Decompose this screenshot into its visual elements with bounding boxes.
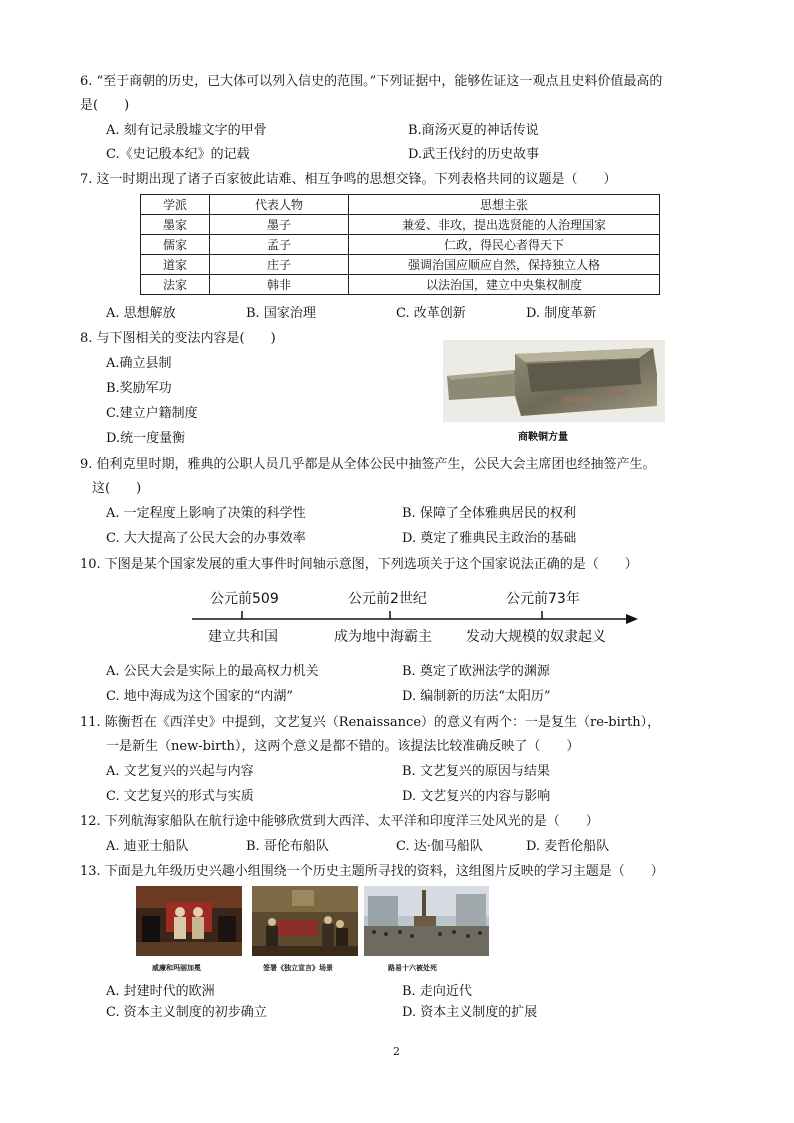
q10-stem: 10. 下图是某个国家发展的重大事件时间轴示意图，下列选项关于这个国家说法正确的是（ ）: [80, 557, 638, 572]
q6-option-d: D.武王伐纣的历史故事: [408, 147, 540, 162]
q13-stem: 13. 下面是九年级历史兴趣小组围绕一个历史主题所寻找的资料，这组图片反映的学习主题是（ ）: [80, 864, 664, 879]
page-number: 2: [393, 1045, 400, 1058]
q9-stem-line1: 9. 伯利克里时期，雅典的公职人员几乎都是从全体公民中抽签产生，公民大会主席团也经抽签产生。: [80, 457, 656, 472]
table-cell: 以法治国，建立中央集权制度: [349, 275, 660, 295]
q9-option-a: A. 一定程度上影响了决策的科学性: [106, 506, 306, 521]
shang-yang-bronze-measure-photo: [443, 340, 665, 422]
q8-option-d: D.统一度量衡: [106, 431, 186, 446]
q13-option-b: B. 走向近代: [402, 984, 472, 999]
timeline-date: 公元前2世纪: [348, 591, 427, 607]
timeline-event: 发动大规模的奴隶起义: [466, 629, 606, 645]
table-cell: 强调治国应顺应自然，保持独立人格: [349, 255, 660, 275]
timeline-date: 公元前509: [210, 591, 279, 607]
q11-option-a: A. 文艺复兴的兴起与内容: [106, 764, 254, 779]
execution-of-louis-xvi-painting: [364, 886, 489, 956]
q6-option-b: B.商汤灭夏的神话传说: [408, 123, 539, 138]
q11-stem-line1: 11. 陈衡哲在《西洋史》中提到，文艺复兴（Renaissance）的意义有两个：一是复生（re-birth），: [80, 715, 661, 730]
q8-option-c: C.建立户籍制度: [106, 406, 198, 421]
table-cell: 法家: [141, 275, 210, 295]
timeline-event: 建立共和国: [208, 629, 278, 645]
q7-option-d: D. 制度革新: [526, 306, 597, 321]
q13-option-c: C. 资本主义制度的初步确立: [106, 1005, 267, 1020]
q13-option-d: D. 资本主义制度的扩展: [402, 1005, 538, 1020]
table-row: [141, 275, 660, 295]
q7-option-c: C. 改革创新: [396, 306, 466, 321]
table-cell: 墨子: [210, 215, 349, 235]
table-header: 学派: [141, 195, 210, 215]
table-cell: 兼爱、非攻，提出选贤能的人治理国家: [349, 215, 660, 235]
q8-option-a: A.确立县制: [106, 356, 172, 371]
q10-option-d: D. 编制新的历法“太阳历”: [402, 689, 551, 704]
table-cell: 儒家: [141, 235, 210, 255]
timeline-date: 公元前73年: [506, 591, 580, 607]
image-caption: 路易十六被处死: [388, 963, 437, 972]
table-cell: 道家: [141, 255, 210, 275]
q11-option-b: B. 文艺复兴的原因与结果: [402, 764, 550, 779]
image-caption: 威廉和玛丽加冕: [152, 963, 201, 972]
table-cell: 墨家: [141, 215, 210, 235]
q8-stem: 8. 与下图相关的变法内容是( ): [80, 331, 276, 346]
q6-option-a: A. 刻有记录殷墟文字的甲骨: [106, 123, 267, 138]
q7-option-a: A. 思想解放: [106, 306, 176, 321]
schools-table: [140, 194, 660, 295]
q12-option-a: A. 迪亚士船队: [106, 839, 189, 854]
q9-option-d: D. 奠定了雅典民主政治的基础: [402, 531, 577, 546]
q6-stem-line1: 6. “至于商朝的历史，已大体可以列入信史的范围。”下列证据中，能够佐证这一观点且史料价值最高的: [80, 74, 663, 89]
q9-stem-line2: 这( ): [92, 481, 142, 496]
image-caption: 签署《独立宣言》场景: [263, 963, 333, 972]
q10-option-c: C. 地中海成为这个国家的“内湖”: [106, 689, 294, 704]
declaration-signing-painting: [252, 886, 358, 956]
table-cell: 韩非: [210, 275, 349, 295]
q9-option-c: C. 大大提高了公民大会的办事效率: [106, 531, 306, 546]
table-header: 思想主张: [349, 195, 660, 215]
q12-stem: 12. 下列航海家船队在航行途中能够欣赏到大西洋、太平洋和印度洋三处风光的是（ ）: [80, 814, 599, 829]
q8-option-b: B.奖励军功: [106, 381, 172, 396]
q13-option-a: A. 封建时代的欧洲: [106, 984, 215, 999]
table-cell: 庄子: [210, 255, 349, 275]
q6-option-c: C.《史记殷本纪》的记载: [106, 147, 250, 162]
timeline: [190, 588, 650, 648]
table-cell: 仁政，得民心者得天下: [349, 235, 660, 255]
q10-option-a: A. 公民大会是实际上的最高权力机关: [106, 664, 319, 679]
q12-option-d: D. 麦哲伦船队: [526, 839, 610, 854]
q7-option-b: B. 国家治理: [246, 306, 316, 321]
q11-option-d: D. 文艺复兴的内容与影响: [402, 789, 551, 804]
q10-option-b: B. 奠定了欧洲法学的渊源: [402, 664, 550, 679]
coronation-painting: [136, 886, 242, 956]
table-row: [141, 255, 660, 275]
table-header-row: [141, 195, 660, 215]
table-row: [141, 235, 660, 255]
q7-stem: 7. 这一时期出现了诸子百家彼此诘难、相互争鸣的思想交锋。下列表格共同的议题是（ ）: [80, 172, 617, 187]
table-cell: 孟子: [210, 235, 349, 255]
photo-caption: 商鞅铜方量: [518, 432, 568, 443]
q11-stem-line2: 一是新生（new-birth），这两个意义是都不错的。该提法比较准确反映了（ ）: [106, 739, 580, 754]
q12-option-c: C. 达·伽马船队: [396, 839, 483, 854]
timeline-event: 成为地中海霸主: [334, 629, 432, 645]
q11-option-c: C. 文艺复兴的形式与实质: [106, 789, 254, 804]
q9-option-b: B. 保障了全体雅典居民的权利: [402, 506, 576, 521]
q6-stem-line2: 是( ): [80, 98, 130, 113]
table-row: [141, 215, 660, 235]
q12-option-b: B. 哥伦布船队: [246, 839, 329, 854]
table-header: 代表人物: [210, 195, 349, 215]
